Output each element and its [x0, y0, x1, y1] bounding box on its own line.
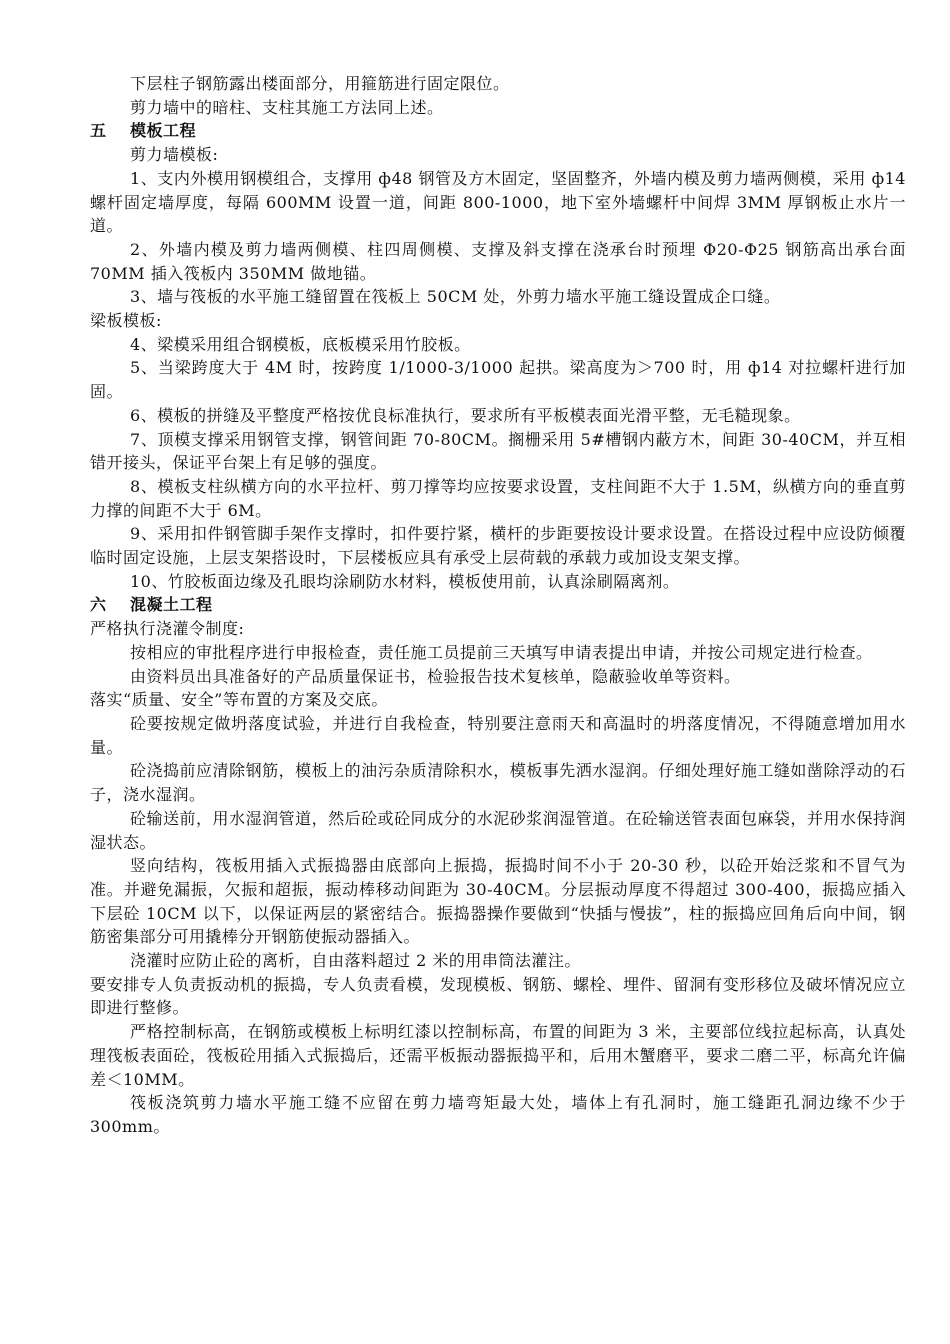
paragraph: 下层柱子钢筋露出楼面部分，用箍筋进行固定限位。: [130, 74, 510, 93]
paragraph: 砼输送前，用水湿润管道，然后砼或砼同成分的水泥砂浆润湿管道。在砼输送管表面包麻袋，并用水保持润湿状态。: [90, 808, 906, 852]
paragraph: 6、模板的拼缝及平整度严格按优良标准执行，要求所有平板模表面光滑平整，无毛糙现象。: [130, 405, 801, 425]
section-title: 混凝土工程: [130, 595, 213, 615]
paragraph: 砼浇捣前应清除钢筋，模板上的油污杂质清除积水，模板事先洒水湿润。仔细处理好施工缝如凿除浮动的石子，浇水湿润。: [90, 761, 906, 805]
document-page: [90, 72, 906, 1139]
section-number: 六: [90, 595, 107, 615]
paragraph: 筏板浇筑剪力墙水平施工缝不应留在剪力墙弯矩最大处，墙体上有孔洞时，施工缝距孔洞边缘不少于 300mm。: [90, 1093, 906, 1136]
section-number: 五: [90, 121, 107, 141]
paragraph: 2、外墙内模及剪力墙两侧模、柱四周侧模、支撑及斜支撑在浇承台时预埋 Φ20-Φ25 钢筋高出承台面 70MM 插入筏板内 350MM 做地锚。: [90, 239, 906, 283]
paragraph: 严格执行浇灌令制度:: [90, 619, 245, 639]
paragraph: 按相应的审批程序进行申报检查，责任施工员提前三天填写申请表提出申请，并按公司规定进行检查。: [130, 642, 873, 662]
section-heading: [90, 593, 906, 617]
paragraph: 3、墙与筏板的水平施工缝留置在筏板上 50CM 处，外剪力墙水平施工缝设置成企口缝。: [130, 287, 781, 307]
paragraph: 浇灌时应防止砼的离析，自由落料超过 2 米的用串筒法灌注。: [130, 951, 581, 971]
paragraph: 严格控制标高，在钢筋或模板上标明红漆以控制标高，布置的间距为 3 米，主要部位线拉起标高，认真处理筏板表面砼，筏板砼用插入式振捣后，还需平板振动器振捣平和，后用木蟹磨平，要求二磨二平，标高允许偏差＜10MM。: [90, 1022, 906, 1089]
paragraph: 1、支内外模用钢模组合，支撑用 ф48 钢管及方木固定，坚固整齐，外墙内模及剪力墙两侧模，采用 ф14 螺杆固定墙厚度，每隔 600MM 设置一道，间距 800-1000，地下室外墙螺杆中间焊 3MM 厚钢板止水片一道。: [90, 168, 906, 236]
paragraph: 剪力墙模板:: [130, 145, 219, 165]
paragraph: 落实“质量、安全”等布置的方案及交底。: [90, 690, 388, 710]
paragraph: 由资料员出具准备好的产品质量保证书，检验报告技术复核单，隐蔽验收单等资料。: [130, 666, 741, 686]
paragraph: 5、当梁跨度大于 4M 时，按跨度 1/1000-3/1000 起拱。梁高度为＞700 时，用 ф14 对拉螺杆进行加固。: [90, 358, 906, 402]
paragraph: 剪力墙中的暗柱、支柱其施工方法同上述。: [130, 97, 444, 117]
paragraph: 10、竹胶板面边缘及孔眼均涂刷防水材料，模板使用前，认真涂刷隔离剂。: [130, 571, 680, 591]
paragraph: 梁板模板:: [90, 311, 162, 331]
paragraph: 9、采用扣件钢管脚手架作支撑时，扣件要拧紧，横杆的步距要按设计要求设置。在搭设过程中应设防倾覆临时固定设施，上层支架搭设时，下层楼板应具有承受上层荷载的承载力或加设支架支撑。: [90, 524, 906, 568]
paragraph: 4、梁模采用组合钢模板，底板模采用竹胶板。: [130, 334, 471, 354]
section-title: 模板工程: [130, 121, 197, 141]
paragraph: 7、顶模支撑采用钢管支撑，钢管间距 70-80CM。搁栅采用 5#槽钢内蔽方木，间距 30-40CM，并互相错开接头，保证平台架上有足够的强度。: [90, 429, 906, 473]
paragraph: 砼要按规定做坍落度试验，并进行自我检查，特别要注意雨天和高温时的坍落度情况，不得随意增加用水量。: [90, 713, 906, 757]
section-heading: [90, 119, 906, 143]
paragraph: 要安排专人负责扳动机的振捣，专人负责看模，发现模板、钢筋、螺栓、埋件、留洞有变形移位及破坏情况应立即进行整修。: [90, 974, 906, 1018]
paragraph: 8、模板支柱纵横方向的水平拉杆、剪刀撑等均应按要求设置，支柱间距不大于 1.5M，纵横方向的垂直剪力撑的间距不大于 6M。: [90, 476, 906, 520]
paragraph: 竖向结构，筏板用插入式振捣器由底部向上振捣，振捣时间不小于 20-30 秒，以砼开始泛浆和不冒气为准。并避免漏振，欠振和超振，振动棒移动间距为 30-40CM。分层振动厚度不得超过 300-400，振捣应插入下层砼 10CM 以下，以保证两层的紧密结合。振捣器操作要做到“快插与慢拔”，柱的振捣应回角后向中间，钢筋密集部分可用撬棒分开钢筋使振动器插入。: [90, 856, 906, 947]
